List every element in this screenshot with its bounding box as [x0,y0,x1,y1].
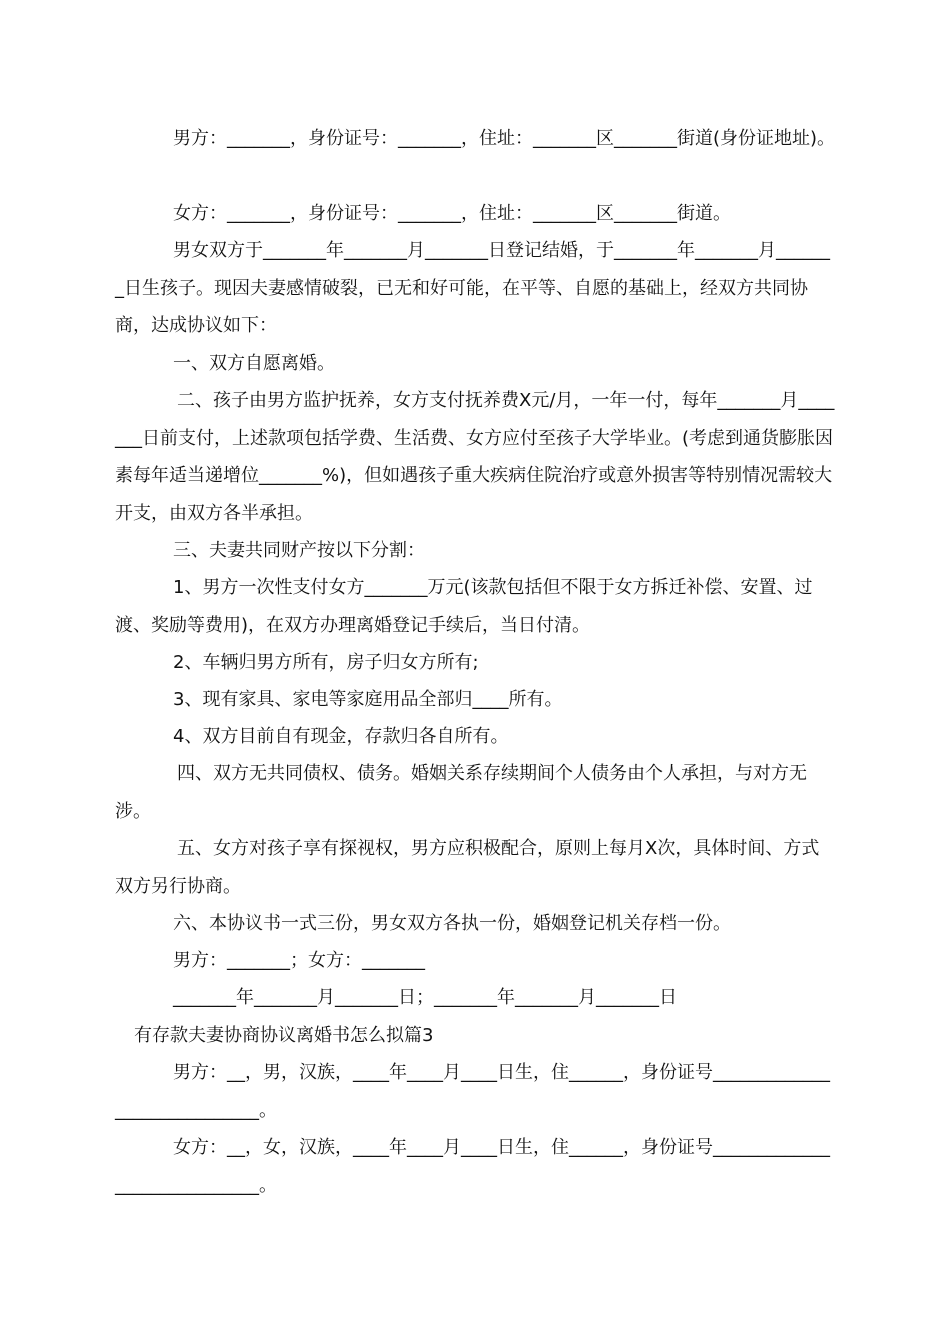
section-heading: 有存款夫妻协商协议离婚书怎么拟篇3 [134,1025,434,1046]
paragraph-female-info-3: 女方：__，女，汉族，____年____月____日生，住______，身份证号_____________________________。 [115,1137,830,1196]
clause-6: 六、本协议书一式三份，男女双方各执一份，婚姻登记机关存档一份。 [173,913,731,934]
clause-1: 一、双方自愿离婚。 [173,353,335,374]
paragraph-male-info-3: 男方：__，男，汉族，____年____月____日生，住______，身份证号_____________________________。 [115,1062,830,1121]
clause-3-item-3: 3、现有家具、家电等家庭用品全部归____所有。 [173,689,563,710]
clause-3: 三、夫妻共同财产按以下分割： [173,540,425,561]
signature-line: 男方：_______；女方：_______ [173,950,425,971]
clause-3-item-2: 2、车辆归男方所有，房子归女方所有; [173,652,479,673]
clause-2: 二、孩子由男方监护抚养，女方支付抚养费X元/月，一年一付，每年_______月_______日前支付，上述款项包括学费、生活费、女方应付至孩子大学毕业。(考虑到通货膨胀因素每年适当递增位_______%)，但如遇孩子重大疾病住院治疗或意外损害等特别情况需较大开支，由双方各半承担。 [115,390,835,524]
clause-3-item-4: 4、双方目前自有现金，存款归各自所有。 [173,726,509,747]
paragraph-male-party: 男方：_______，身份证号：_______，住址：_______区_______街道(身份证地址)。 [173,128,836,149]
clause-4: 四、双方无共同债权、债务。婚姻关系存续期间个人债务由个人承担，与对方无涉。 [115,763,807,822]
clause-5: 五、女方对孩子享有探视权，男方应积极配合，原则上每月X次，具体时间、方式双方另行协商。 [115,838,820,897]
paragraph-marriage-info: 男女双方于_______年_______月_______日登记结婚，于_______年_______月_______日生孩子。现因夫妻感情破裂，已无和好可能，在平等、自愿的基础上，经双方共同协商，达成协议如下： [115,240,830,336]
clause-3-item-1: 1、男方一次性支付女方_______万元(该款包括但不限于女方拆迁补偿、安置、过渡、奖励等费用)，在双方办理离婚登记手续后，当日付清。 [115,577,813,636]
paragraph-female-party: 女方：_______，身份证号：_______，住址：_______区_______街道。 [173,203,731,224]
date-line: _______年_______月_______日；_______年_______月_______日 [173,987,677,1008]
